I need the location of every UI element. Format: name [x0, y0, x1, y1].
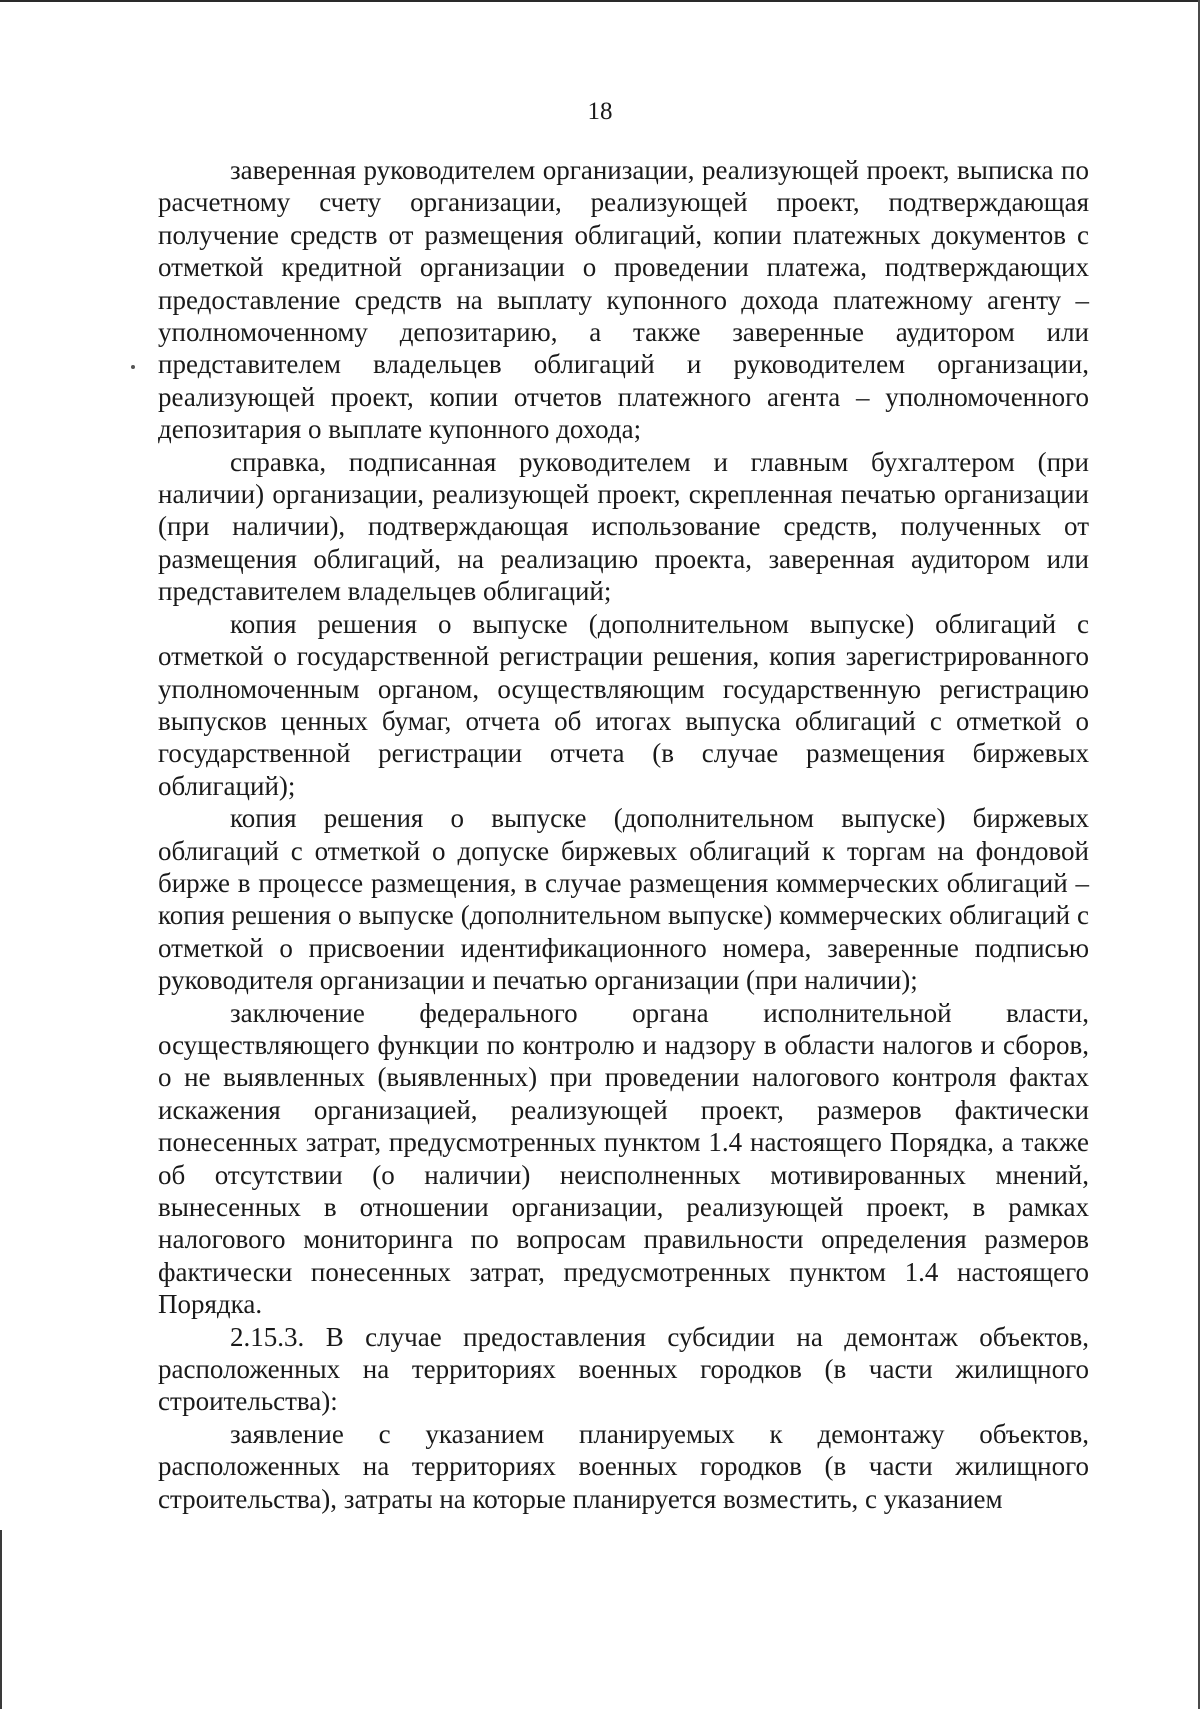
- paragraph: заверенная руководителем организации, реализующей проект, выписка по расчетному счету организации, реализующей проект, подтверждающая получение средств от размещения облигаций, копии платежных документов с отметкой кредитной организации о проведении платежа, подтверждающих предоставление средств на выплату купонного дохода платежному агенту – уполномоченному депозитарию, а также заверенные аудитором или представителем владельцев облигаций и руководителем организации, реализующей проект, копии отчетов платежного агента – уполномоченного депозитария о выплате купонного дохода;: [158, 155, 1089, 445]
- page-number: 18: [587, 98, 613, 125]
- scan-speck: [131, 365, 135, 369]
- paragraph: заявление с указанием планируемых к демонтажу объектов, расположенных на территориях военных городков (в части жилищного строительства), затраты на которые планируется возместить, с указанием: [158, 1418, 1089, 1514]
- scan-edge-left: [0, 1530, 2, 1709]
- paragraph: заключение федерального органа исполнительной власти, осуществляющего функции по контролю и надзору в области налогов и сборов, о не выявленных (выявленных) при проведении налогового контроля фактах искажения организацией, реализующей проект, размеров фактически понесенных затрат, предусмотренных пунктом 1.4 настоящего Порядка, а также об отсутствии (о наличии) неисполненных мотивированных мнений, вынесенных в отношении организации, реализующей проект, в рамках налогового мониторинга по вопросам правильности определения размеров фактически понесенных затрат, предусмотренных пунктом 1.4 настоящего Порядка.: [158, 997, 1089, 1320]
- paragraph: справка, подписанная руководителем и главным бухгалтером (при наличии) организации, реализующей проект, скрепленная печатью организации (при наличии), подтверждающая использование средств, полученных от размещения облигаций, на реализацию проекта, заверенная аудитором или представителем владельцев облигаций;: [158, 446, 1089, 607]
- paragraph: 2.15.3. В случае предоставления субсидии на демонтаж объектов, расположенных на территориях военных городков (в части жилищного строительства):: [158, 1321, 1089, 1417]
- paragraph: копия решения о выпуске (дополнительном выпуске) биржевых облигаций с отметкой о допуске биржевых облигаций к торгам на фондовой бирже в процессе размещения, в случае размещения коммерческих облигаций – копия решения о выпуске (дополнительном выпуске) коммерческих облигаций с отметкой о присвоении идентификационного номера, заверенные подписью руководителя организации и печатью организации (при наличии);: [158, 803, 1089, 996]
- scan-edge-top: [0, 0, 1200, 2]
- paragraph: копия решения о выпуске (дополнительном выпуске) облигаций с отметкой о государственной регистрации решения, копия зарегистрированного уполномоченным органом, осуществляющим государственную регистрацию выпусков ценных бумаг, отчета об итогах выпуска облигаций с отметкой о государственной регистрации отчета (в случае размещения биржевых облигаций);: [158, 608, 1089, 801]
- document-body: [158, 154, 1089, 1515]
